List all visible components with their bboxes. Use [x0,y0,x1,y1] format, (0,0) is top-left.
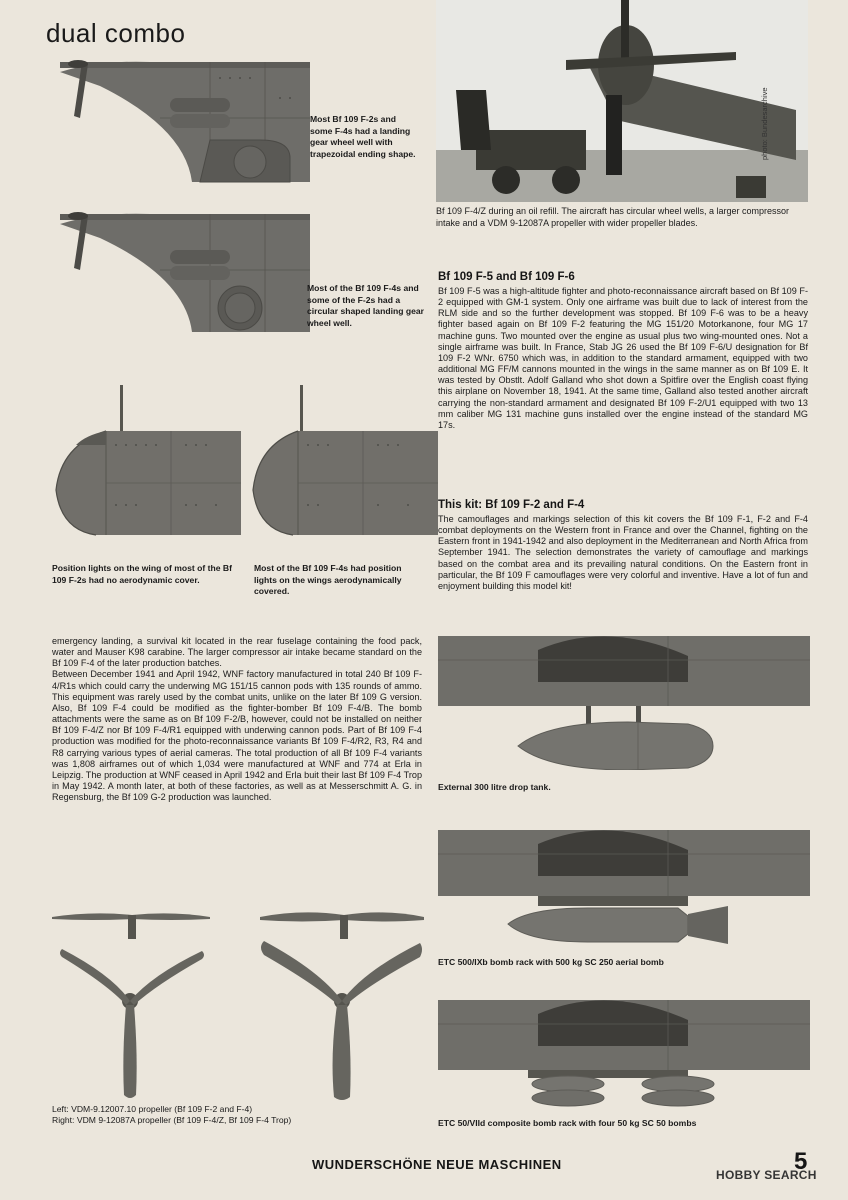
wing-figure-circular-well [60,210,310,336]
section-paragraph-this-kit: The camouflages and markings selection of this kit covers the Bf 109 F-1, F-2 and F-4 combat deployments on the Western front in France and over the Channel, fighting on the Eastern front in 1941-1942 and also deployment in the Mediterranean and North Africa from September 1941. The selection demonstrates the variety of camouflage and markings based on the combat area and its prevailing natural conditions. On the Eastern front in particular, the Bf 109 F camouflages were very colorful and inventive. Have a lot of fun and enjoyment building this model kit! [438,514,808,591]
bomb-rack-sc250-figure [438,826,810,948]
section-paragraph-f5-f6: Bf 109 F-5 was a high-altitude fighter and photo-reconnaissance aircraft based on Bf 109 F-2 equipped with GM-1 system. Only one airframe was built due to lack of interest from the RLM side and so the further development was stopped. Bf 109 F-6 was to be a heavy fighter based again on Bf 109 F-2 featuring the MG 151/20 Motorkanone, four MG 17 machine guns. Two mounted over the engine as usual plus two wing-mounted ones. Not a single airframe was built. In France, Stab JG 26 used the Bf 109 F-6/U designation for Bf 109 F-2 WNr. 6750 which was, in addition to the standard armament, equipped with two additional MG FF/M cannons mounted in the wings in the same manner as on Bf 109 E. It was tested by Obstlt. Adolf Galland who shot down a Spitfire over the English coast flying this airplane on November 18, 1941. At the same time, Galland also tested another aircraft carrying the non-standard armament and designated Bf 109 F-2/U1 equipped with two 13 mm caliber MG 131 machine guns installed over the engine instead of the standard MG 17s. [438,286,808,430]
footer-brand: WUNDERSCHÖNE NEUE MASCHINEN [312,1157,562,1172]
wing-figure-2-caption: Most of the Bf 109 F-4s and some of the F-2s had a circular shaped landing gear wheel well. [307,283,425,328]
wingtip-figure-uncovered-light [46,385,241,555]
drop-tank-figure [438,630,810,770]
propeller-figure [52,905,424,1105]
page-number: 5 [794,1148,808,1175]
wingtip-figure-covered-light [248,385,438,555]
store-figure-3-caption: ETC 50/VIId composite bomb rack with four 50 kg SC 50 bombs [438,1118,697,1128]
store-figure-2-caption: ETC 500/IXb bomb rack with 500 kg SC 250 aerial bomb [438,957,664,967]
wing-figure-1-caption: Most Bf 109 F-2s and some F-4s had a landing gear wheel well with trapezoidal ending shape. [310,114,416,159]
watermark: HOBBY SEARCH [716,1168,817,1182]
wingtip-figure-2-caption: Most of the Bf 109 F-4s had position lights on the wings aerodynamically covered. [254,563,402,597]
photo-caption: Bf 109 F-4/Z during an oil refill. The aircraft has circular wheel wells, a larger compressor intake and a VDM 9-12087A propeller with wider propeller blades. [436,206,789,228]
propeller-caption-left: Left: VDM-9.12007.10 propeller (Bf 109 F-2 and F-4) [52,1104,253,1114]
section-heading-this-kit: This kit: Bf 109 F-2 and F-4 [438,499,585,511]
historic-photo [436,0,808,202]
section-heading-f5-f6: Bf 109 F-5 and Bf 109 F-6 [438,271,575,283]
page-title: dual combo [46,18,186,48]
store-figure-1-caption: External 300 litre drop tank. [438,782,551,792]
continued-paragraph: emergency landing, a survival kit located in the rear fuselage containing the food pack, water and Mauser K98 carabine. The larger compressor air intake became standard on the Bf 109 F-4 of the later production batches. Between December 1941 and April 1942, WNF factory manufactured in total 240 Bf 109 F-4/R1s which could carry the underwing MG 151/15 cannon pods with 135 rounds of ammo. This equipment was rarely used by the combat units, unlike on the later Bf 109 G version. Also, Bf 109 F-4 could be modified as the fighter-bomber Bf 109 F-4/B. The bomb attachments were the same as on Bf 109 F-2/B, however, could not be installed on neither Bf 109 F-4/Z nor Bf 109 F-4/R1 equipped with underwing cannon pods. Part of Bf 109 F-4 production was modified for the photo-reconnaissance variants Bf 109 F-4/R2, R3, R4 and R8 carrying various types of aerial cameras. The total production of all Bf 109 F-4 variants was 1,808 airframes out of which 1,034 were manufactured at WNF and 774 at Erla in Leipzig. The production at WNF ceased in April 1942 and Erla buit their last Bf 109 F-4 Trop in May 1942. A month later, at both of these factories, as well as at Messerschmitt A. G. in Regensburg, the Bf 109 G-2 production was launched. [52,636,422,803]
propeller-caption-right: Right: VDM 9-12087A propeller (Bf 109 F-4/Z, Bf 109 F-4 Trop) [52,1115,292,1125]
bomb-rack-sc50-figure [438,996,810,1108]
photo-credit: photo: Bundesarchive [760,87,769,160]
wingtip-figure-1-caption: Position lights on the wing of most of the Bf 109 F-2s had no aerodynamic cover. [52,563,232,585]
wing-figure-trapezoidal-well [60,58,310,188]
